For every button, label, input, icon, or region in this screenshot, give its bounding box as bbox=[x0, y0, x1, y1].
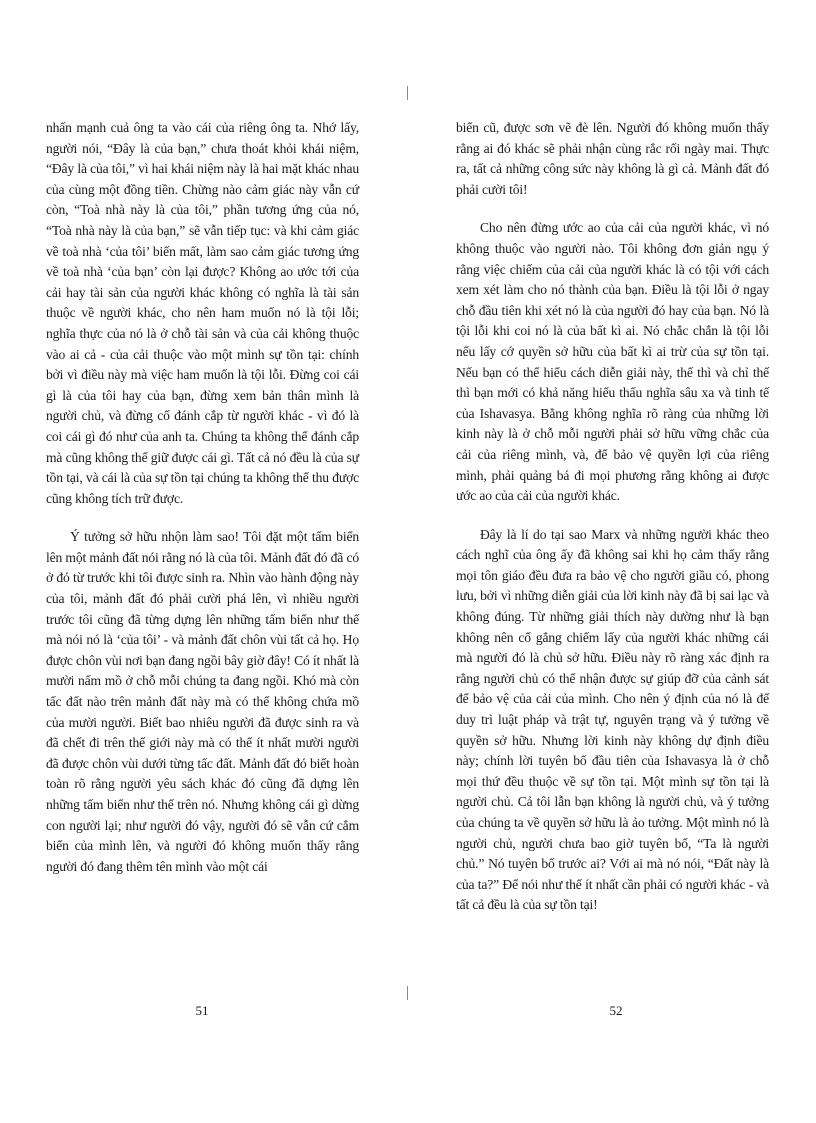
right-paragraph-1: biển cũ, được sơn vẽ đè lên. Người đó không muốn thấy rằng ai đó khác sẽ phải nhận cùng rắc rối ngày mai. Thực ra, tất cả những công sức này không là gì cả. Mảnh đất đó phải cười tôi! bbox=[456, 120, 769, 197]
crop-mark-top bbox=[407, 86, 408, 100]
right-paragraph-2: Cho nên đừng ước ao của cải của người khác, vì nó không thuộc vào người nào. Tôi không đơn giản ngụ ý rằng việc chiếm của cải của người khác là có tội với cách xem xét làm cho nó thành của bạn. Điều là tội lỗi ở ngay chỗ đầu tiên khi xét nó là của người đó hay của bạn. Nó là tội lỗi khi coi nó là của bất kì ai. Nó chắc chắn là tội lỗi nếu lấy cớ quyền sở hữu của bất kì ai trừ của sự tồn tại. Nếu bạn có thể hiểu cách diễn giải này, thế thì và chỉ thế thì bạn mới có khả năng hiểu thấu nghĩa sâu xa và tinh tế của Ishavasya. Bằng không nghĩa rõ ràng của những lời kinh này là ở chỗ mỗi người phải sở hữu vững chắc của cải của riêng mình, và, để bảo vệ quyền lợi của riêng mình, phải quảng bá đi mọi phương rằng không ai được ước ao của cải của người khác. bbox=[456, 220, 769, 504]
page-number-left: 51 bbox=[195, 1003, 209, 1018]
left-page-text bbox=[46, 118, 359, 877]
right-page-text bbox=[456, 118, 769, 916]
page-number-right: 52 bbox=[609, 1003, 623, 1018]
right-paragraph-3: Đây là lí do tại sao Marx và những người khác theo cách nghĩ của ông ấy đã không sai khi họ cảm thấy rằng mọi tôn giáo đều đưa ra bảo vệ cho người giầu có, phong lưu, bởi vì những diễn giải của lời kinh này đã bị sai lạc và không đúng. Từ những giải thích này dường như là bạn không nên cố gắng chiếm lấy của người khác những cái mà người đó là chủ sở hữu. Điều này rõ ràng xác định ra rằng người chủ có thể nhận được sự giúp đỡ của cảnh sát để bảo vệ của cải của mình. Cho nên ý định của nó là để duy trì luật pháp và trật tự, nguyên trạng và ý tưởng về quyền sở hữu. Nhưng lời kinh này không dự định điều này; chính lời tuyên bố đầu tiên của Ishavasya là ở chỗ mọi thứ đều thuộc về sự tồn tại. Một mình sự tồn tại là người chủ. Cả tôi lẫn bạn không là người chủ, và ý tưởng của chúng ta về quyền sở hữu là ảo tưởng. Một mình nó là người chủ, người chưa bao giờ tuyên bố, “Ta là người chủ.” Nó tuyên bố trước ai? Với ai mà nó nói, “Đất này là của ta?” Để nói như thế ít nhất cần phải có người khác - và tất cả đều là của sự tồn tại! bbox=[456, 526, 769, 913]
left-paragraph-1: nhấn mạnh cuả ông ta vào cái của riêng ông ta. Nhớ lấy, người nói, “Đây là của bạn,” chưa thoát khỏi khái niệm, “Đây là của tôi,” vì hai khái niệm này là hai mặt khác nhau của cùng một đồng tiền. Chừng nào cảm giác này vẫn cứ còn, “Toà nhà này là của tôi,” phần tương ứng của nó, “Toà nhà này là của bạn,” sẽ vẫn tiếp tục: và khi cảm giác về toà nhà ‘của tôi’ biến mất, làm sao cảm giác tương ứng về toà nhà ‘của bạn’ còn lại được? Không ao ước tới của cải hay tài sản của người khác không có nghĩa là tài sản thuộc về người khác, cho nên ham muốn nó là tội lỗi; nghĩa thực của nó là ở chỗ tài sản và của cải không thuộc vào ai cả - của cải thuộc vào một mình sự tồn tại: chính bởi vì điều này mà việc ham muốn là tội lỗi. Đừng coi cái gì là của tôi hay của bạn, đừng xem bản thân mình là người chủ, và đừng cố đánh cắp từ người khác - vì đó là coi cái gì đó như của anh ta. Chúng ta không thể đánh cắp mà cũng không thể giữ được cái gì. Tất cả nó đều là của sự tồn tại, và cái là của sự tồn tại chúng ta không thể thu được cũng không tích trữ được. bbox=[46, 120, 359, 506]
left-paragraph-2: Ý tưởng sở hữu nhộn làm sao! Tôi đặt một tấm biển lên một mảnh đất nói rằng nó là của tôi. Mảnh đất đó đã có ở đó từ trước khi tôi được sinh ra. Nhìn vào hành động này của tôi, mảnh đất đó phải cười phá lên, vì nhiều người trước tôi cũng đã từng dựng lên những tấm biển như thế mà nói nó là ‘của tôi’ - và mảnh đất chôn vùi tất cả họ. Họ được chôn vùi nơi bạn đang ngồi bây giờ đây! Có ít nhất là mười nấm mồ ở chỗ mỗi chúng ta đang ngồi. Khó mà còn tấc đất nào trên mảnh đất này mà có thể không chứa mồ của mười người. Biết bao nhiêu người đã được sinh ra và đã chết đi trên thế giới này mà có thể ít nhất mười người đã được chôn vùi dưới từng tấc đất. Mảnh đất đó biết hoàn toàn rõ rằng người yêu sách khác đó cũng đã dựng lên những tấm biển như thế trên nó. Nhưng không cái gì dừng con người lại; như người đó vậy, người đó sẽ vẫn cứ cắm biển của mình lên, và người đó không muốn thấy rằng người đó đang thêm tên mình vào một cái bbox=[46, 529, 359, 874]
crop-mark-bottom bbox=[407, 986, 408, 1000]
